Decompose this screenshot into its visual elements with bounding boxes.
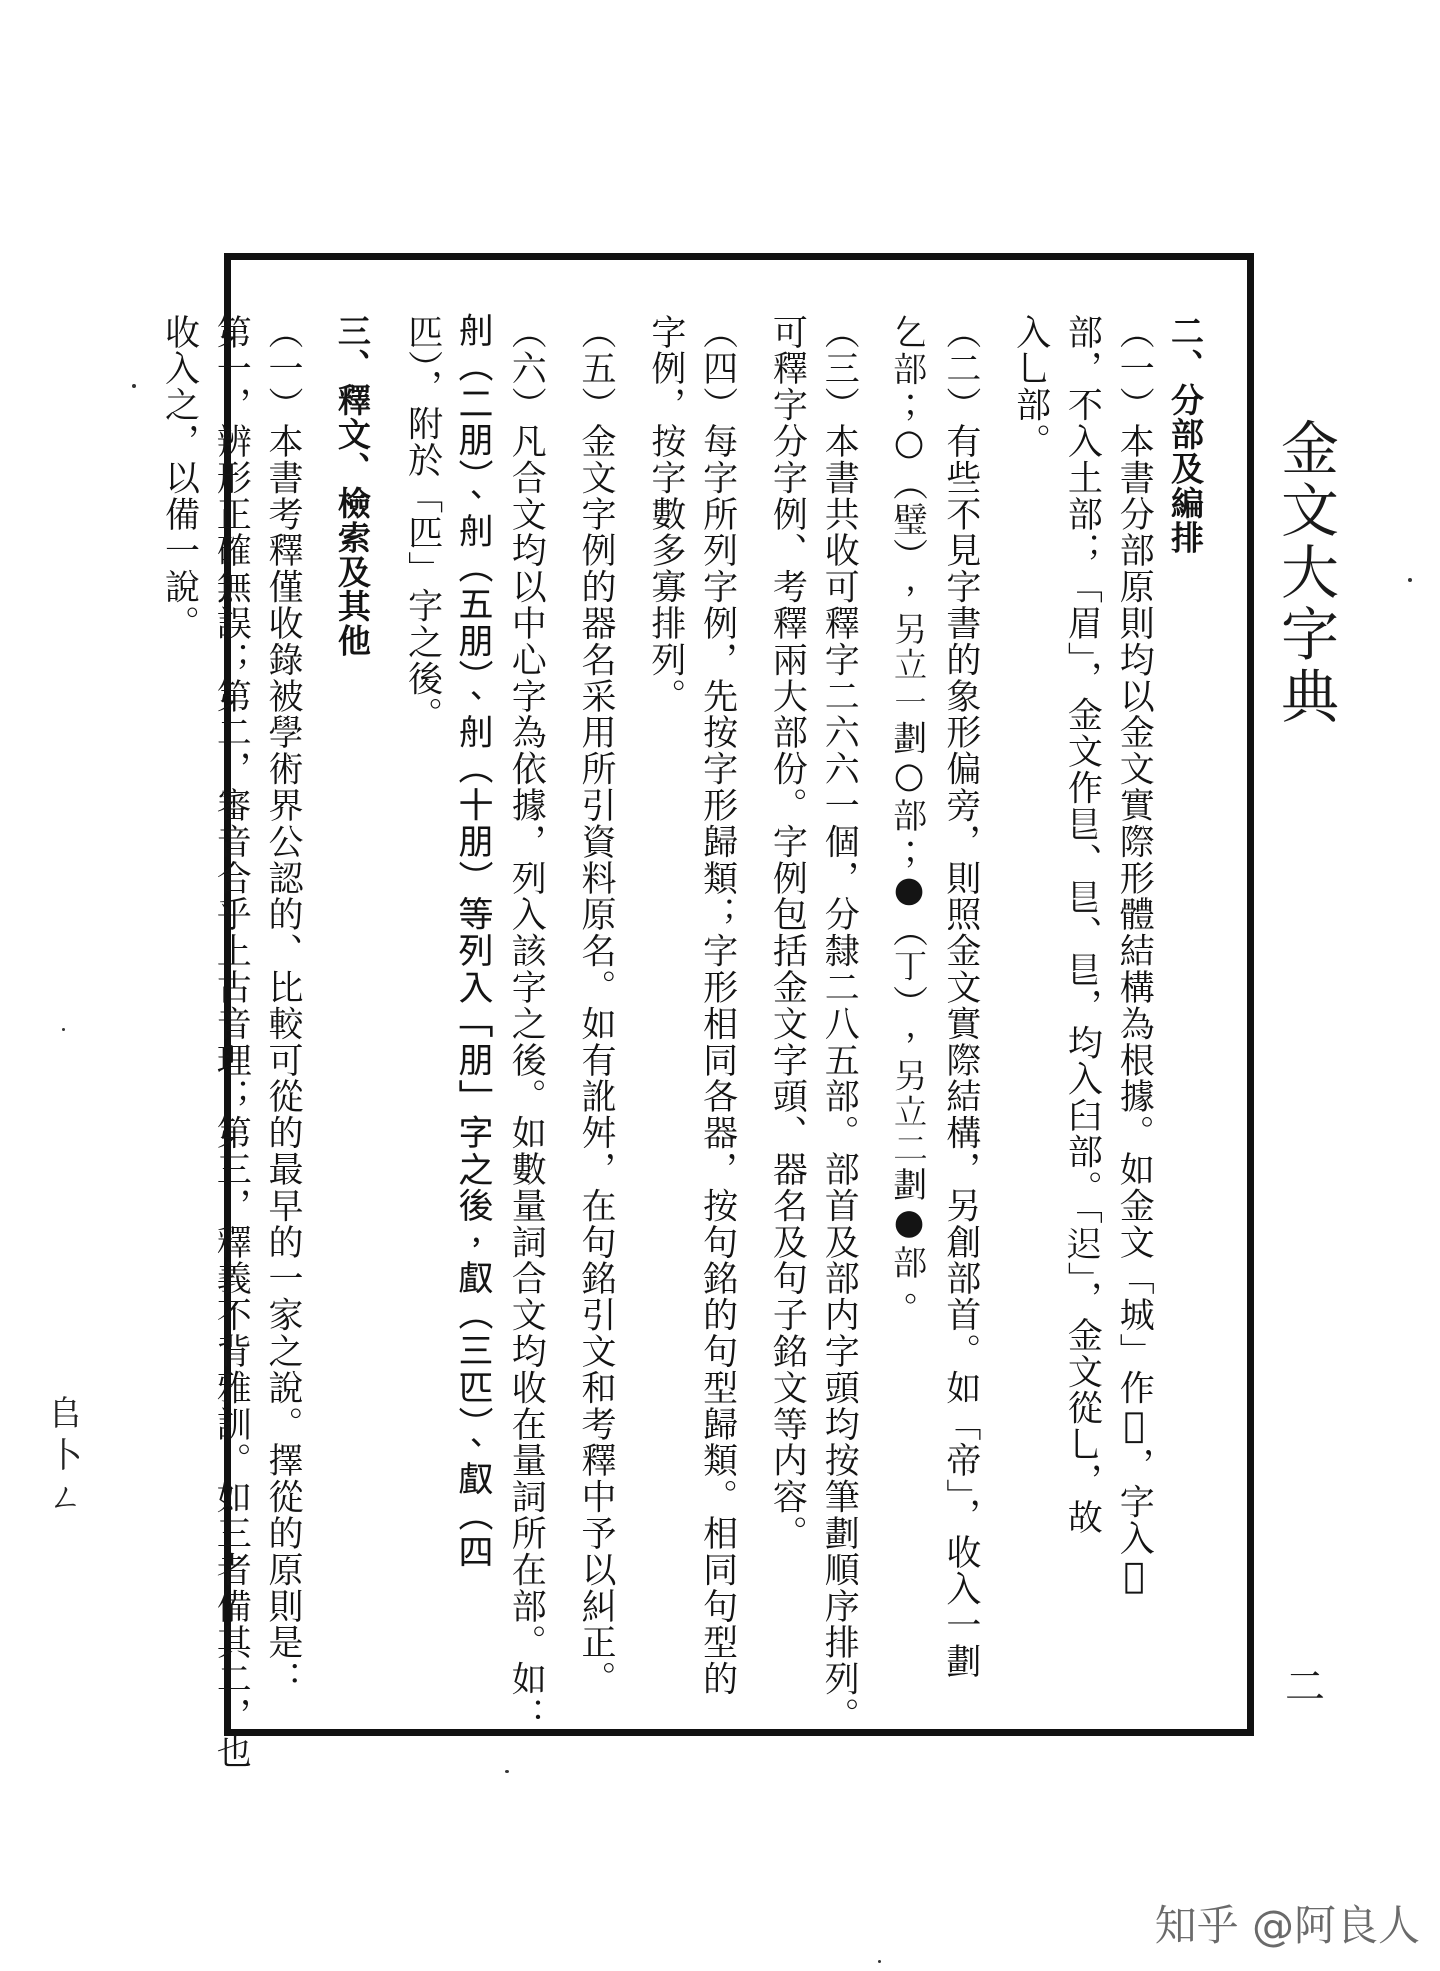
text-column: 可釋字分字例、考釋兩大部份。字例包括金文字頭、器名及句子銘文等内容。 bbox=[767, 314, 808, 1552]
section-heading: 二、分部及編排 bbox=[1166, 314, 1205, 555]
text-column: （一）本書考釋僅收錄被學術界公認的、比較可從的最早的一家之說。擇從的原則是： bbox=[263, 314, 304, 1698]
page-number: 二 bbox=[1285, 1664, 1325, 1710]
text-column: 入乚部。 bbox=[1010, 314, 1051, 460]
text-frame bbox=[159, 253, 1254, 1770]
text-column: 部，不入土部；「眉」，金文作𥃩、𥃩、𥃩，均入臼部。「𨒅」，金文從乚，故 bbox=[1062, 314, 1103, 1536]
text-column: 𦨉（二朋）、𦨉（五朋）、𦨉（十朋）等列入「朋」字之後，𠭯（三匹）、𠭯（四 bbox=[454, 314, 495, 1572]
text-column: 字例，按字數多寡排列。 bbox=[645, 314, 686, 715]
text-column: （三）本書共收可釋字二六六一個，分隸二八五部。部首及部内字頭均按筆劃順序排列。 bbox=[819, 314, 860, 1734]
text-column: 收入之，以備一說。 bbox=[159, 314, 200, 642]
text-column: （四）每字所列字例，先按字形歸類；字形相同各器，按句銘的句型歸類。相同句型的 bbox=[697, 314, 738, 1698]
text-column: 第一，辨形正確無誤；第二，審音合乎上古音理；第三，釋義不背雅訓。如三者備其二，也 bbox=[211, 314, 252, 1770]
watermark: 知乎 @阿良人 bbox=[1154, 1901, 1420, 1950]
section-heading: 三、釋文、檢索及其他 bbox=[332, 314, 372, 658]
vertical-text-body bbox=[153, 314, 1211, 1770]
text-column: （二）有些不見字書的象形偏旁，則照金文實際結構，另創部首。如「帝」，收入一劃 bbox=[940, 314, 981, 1680]
margin-handwritten-marks: 𠂤卜ㄥ bbox=[42, 1395, 82, 1521]
scan-speck bbox=[1408, 578, 1412, 582]
text-column: （五）金文字例的器名采用所引資料原名。如有訛舛，在句銘引文和考釋中予以糾正。 bbox=[576, 314, 617, 1698]
scan-speck bbox=[505, 1770, 509, 1773]
text-column: 𠃉部；○（璧），另立一劃○部；●（丁），另立二劃●部。 bbox=[889, 314, 930, 1317]
text-column: （一）本書分部原則均以金文實際形體結構為根據。如金文「城」作𩠀，字入𩫏 bbox=[1114, 314, 1155, 1598]
text-column: （六）凡合文均以中心字為依據，列入該字之後。如數量詞合文均收在量詞所在部。如： bbox=[506, 314, 547, 1734]
running-title: 金文大字典 bbox=[1271, 418, 1339, 728]
scan-speck bbox=[878, 1960, 881, 1963]
scan-speck bbox=[62, 1028, 65, 1031]
text-column: 匹），附於「匹」字之後。 bbox=[402, 314, 443, 734]
scan-speck bbox=[132, 384, 136, 388]
